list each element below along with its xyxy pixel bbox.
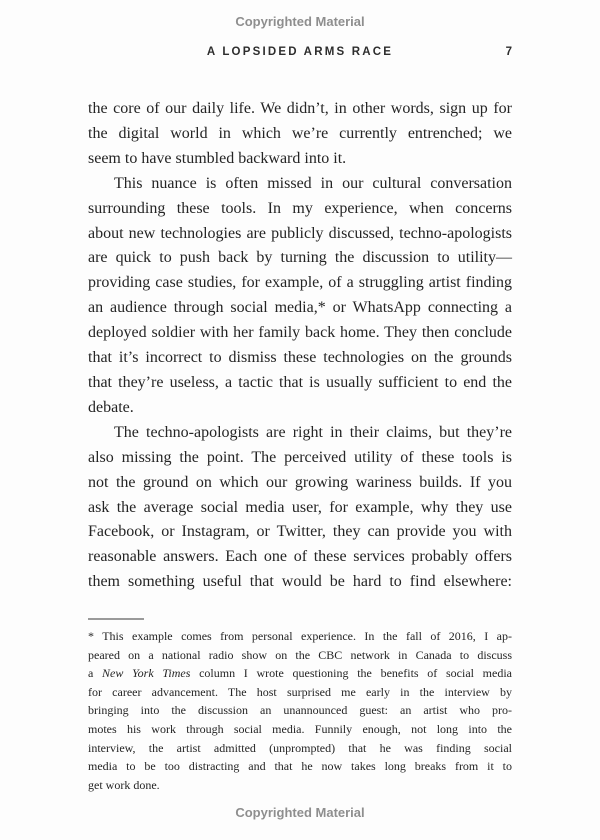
text-segment: reasonable answers. Each one of these services probably offers — [88, 548, 512, 566]
footnote-text — [88, 627, 512, 794]
footnote-line — [88, 683, 512, 702]
text-segment: about new technologies are publicly discussed, techno-apologists — [88, 224, 512, 242]
text-segment: Facebook, or Instagram, or Twitter, they can provide you with — [88, 523, 512, 541]
body-line — [88, 147, 512, 172]
text-segment: are quick to push back by turning the discussion to utility— — [88, 249, 512, 267]
text-segment: media to be too distracting and that he now takes long breaks from it to — [88, 759, 512, 774]
text-segment: the core of our daily life. We didn’t, in other words, sign up for — [88, 100, 512, 117]
body-text — [88, 97, 512, 595]
text-segment: ask the average social media user, for example, why they use — [88, 498, 512, 516]
copyright-notice-bottom: Copyrighted Material — [235, 805, 365, 820]
copyright-notice-top: Copyrighted Material — [235, 14, 365, 29]
text-segment: an audience through social media,* or WhatsApp connecting a — [88, 299, 512, 317]
body-line — [88, 496, 512, 521]
footnote-line — [88, 757, 512, 776]
chapter-title: A LOPSIDED ARMS RACE — [206, 46, 394, 58]
text-segment: that it’s incorrect to dismiss these technologies on the grounds — [88, 349, 512, 367]
body-line — [88, 246, 512, 271]
italic-text: New York Times — [102, 666, 191, 681]
text-segment: for career advancement. The host surprised me early in the interview by — [88, 684, 512, 699]
body-line — [88, 122, 512, 147]
body-line — [88, 222, 512, 247]
footnote-rule — [88, 618, 144, 620]
text-segment: not the ground on which our growing wariness builds. If you — [88, 473, 512, 491]
text-segment: that they’re useless, a tactic that is usually sufficient to end the — [88, 373, 512, 391]
text-segment: peared on a national radio show on the CBC network in Canada to discuss — [88, 647, 512, 662]
body-line — [88, 520, 512, 545]
text-segment: * This example comes from personal experience. In the fall of 2016, I ap- — [88, 629, 512, 643]
body-line — [88, 570, 512, 595]
text-segment: This nuance is often missed in our cultural conversation — [114, 174, 512, 192]
body-line — [88, 197, 512, 222]
text-segment: the digital world in which we’re currently entrenched; we — [88, 124, 512, 142]
text-segment: get work done. — [88, 777, 160, 792]
text-segment: column I wrote questioning the benefits of social media — [190, 666, 513, 681]
text-segment: them something useful that would be hard to find elsewhere: — [88, 573, 512, 591]
text-segment: deployed soldier with her family back home. They then conclude — [88, 324, 512, 342]
body-line — [88, 396, 512, 421]
body-line — [88, 371, 512, 396]
footnote-line — [88, 701, 512, 720]
running-header — [88, 46, 512, 62]
text-segment: bringing into the discussion an unannounced guest: an artist who pro- — [88, 703, 512, 718]
body-line — [88, 172, 512, 197]
footnote-line — [88, 739, 512, 758]
body-line — [88, 321, 512, 346]
body-line — [88, 471, 512, 496]
body-line — [88, 545, 512, 570]
text-segment: interview, the artist admitted (unprompted) that he was finding social — [88, 740, 512, 755]
body-line — [88, 446, 512, 471]
footnote-line — [88, 627, 512, 646]
body-line — [88, 97, 512, 122]
text-segment: also missing the point. The perceived utility of these tools is — [88, 448, 512, 466]
text-segment: a — [88, 666, 103, 681]
body-line — [88, 296, 512, 321]
body-line — [88, 421, 512, 446]
footnote-line — [88, 664, 512, 683]
body-line — [88, 271, 512, 296]
text-segment: The techno-apologists are right in their claims, but they’re — [114, 423, 512, 441]
page-number: 7 — [505, 46, 512, 58]
footnote-line — [88, 720, 512, 739]
text-segment: motes his work through social media. Funnily enough, not long into the — [88, 721, 512, 736]
text-segment: seem to have stumbled backward into it. — [88, 149, 347, 167]
footnote-line — [88, 646, 512, 665]
body-line — [88, 346, 512, 371]
footnote-line — [88, 776, 512, 795]
text-segment: surrounding these tools. In my experience, when concerns — [88, 199, 512, 217]
text-segment: debate. — [88, 398, 134, 416]
text-segment: providing case studies, for example, of a struggling artist finding — [88, 274, 512, 292]
